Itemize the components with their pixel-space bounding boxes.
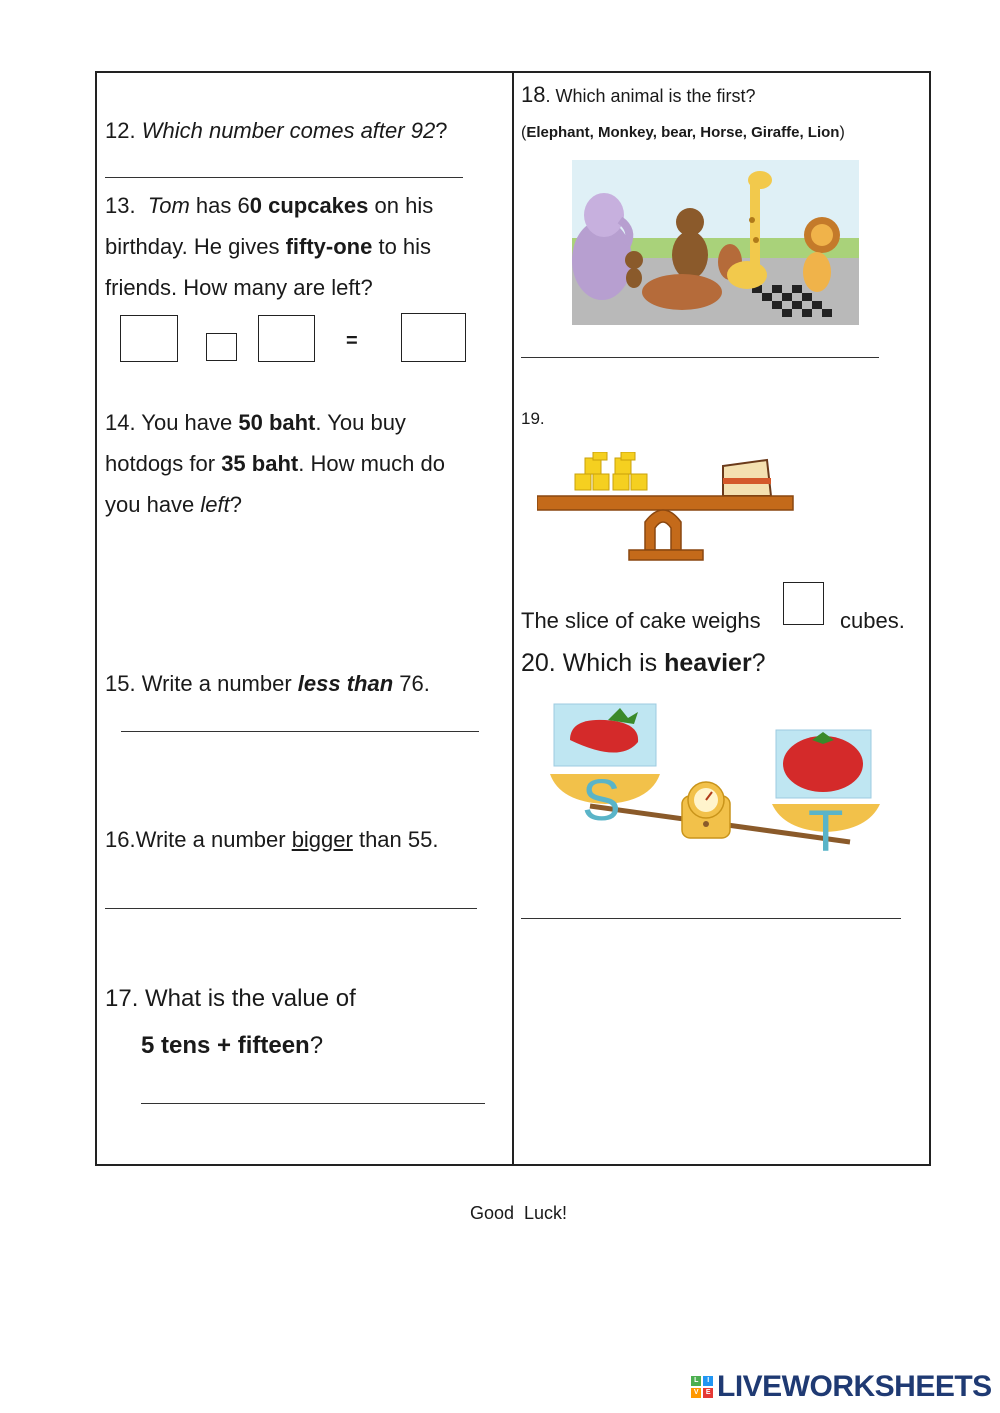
- label-t: T: [808, 799, 844, 864]
- answer-box-number-2[interactable]: [258, 315, 315, 362]
- answer-line-15[interactable]: [121, 731, 479, 732]
- question-13: 13. Tom has 60 cupcakes on his birthday. He gives fifty-one to his friends. How many are left?: [105, 193, 434, 300]
- answer-box-operator[interactable]: [206, 333, 237, 361]
- question-18-options: (Elephant, Monkey, bear, Horse, Giraffe, Lion): [521, 124, 845, 141]
- question-17: 17. What is the value of: [105, 985, 356, 1012]
- table-center-divider: [512, 71, 514, 1166]
- answer-box-number-1[interactable]: [120, 315, 178, 362]
- question-14: 14. You have 50 baht. You buy hotdogs for 35 baht. How much do you have left?: [105, 410, 445, 517]
- footer-good-luck: Good Luck!: [470, 1203, 568, 1223]
- table-right-border: [929, 71, 931, 1166]
- question-19-unit: cubes.: [840, 608, 905, 633]
- equals-sign: =: [346, 330, 358, 352]
- answer-line-16[interactable]: [105, 908, 477, 909]
- question-17-expression: 5 tens + fifteen?: [141, 1032, 324, 1059]
- question-12: 12. Which number comes after 92?: [105, 118, 448, 143]
- seesaw-illustration: [537, 452, 795, 562]
- question-18: 18. Which animal is the first?: [521, 82, 756, 107]
- question-19-text: The slice of cake weighs: [521, 608, 761, 633]
- table-left-border: [95, 71, 97, 1166]
- label-s: S: [582, 768, 621, 833]
- answer-line-20[interactable]: [521, 918, 901, 919]
- answer-box-result[interactable]: [401, 313, 466, 362]
- liveworksheets-logo: L I V E LIVEWORKSHEETS: [691, 1370, 992, 1404]
- answer-line-17[interactable]: [141, 1103, 485, 1104]
- question-19-number: 19.: [521, 409, 545, 428]
- animal-race-illustration: [572, 160, 859, 325]
- answer-line-18[interactable]: [521, 357, 879, 358]
- answer-line-12[interactable]: [105, 177, 463, 178]
- question-15: 15. Write a number less than 76.: [105, 671, 430, 696]
- question-20: 20. Which is heavier?: [521, 649, 766, 677]
- answer-box-19[interactable]: [783, 582, 824, 625]
- question-16: 16.Write a number bigger than 55.: [105, 827, 439, 852]
- logo-mark-icon: L I V E: [691, 1376, 713, 1398]
